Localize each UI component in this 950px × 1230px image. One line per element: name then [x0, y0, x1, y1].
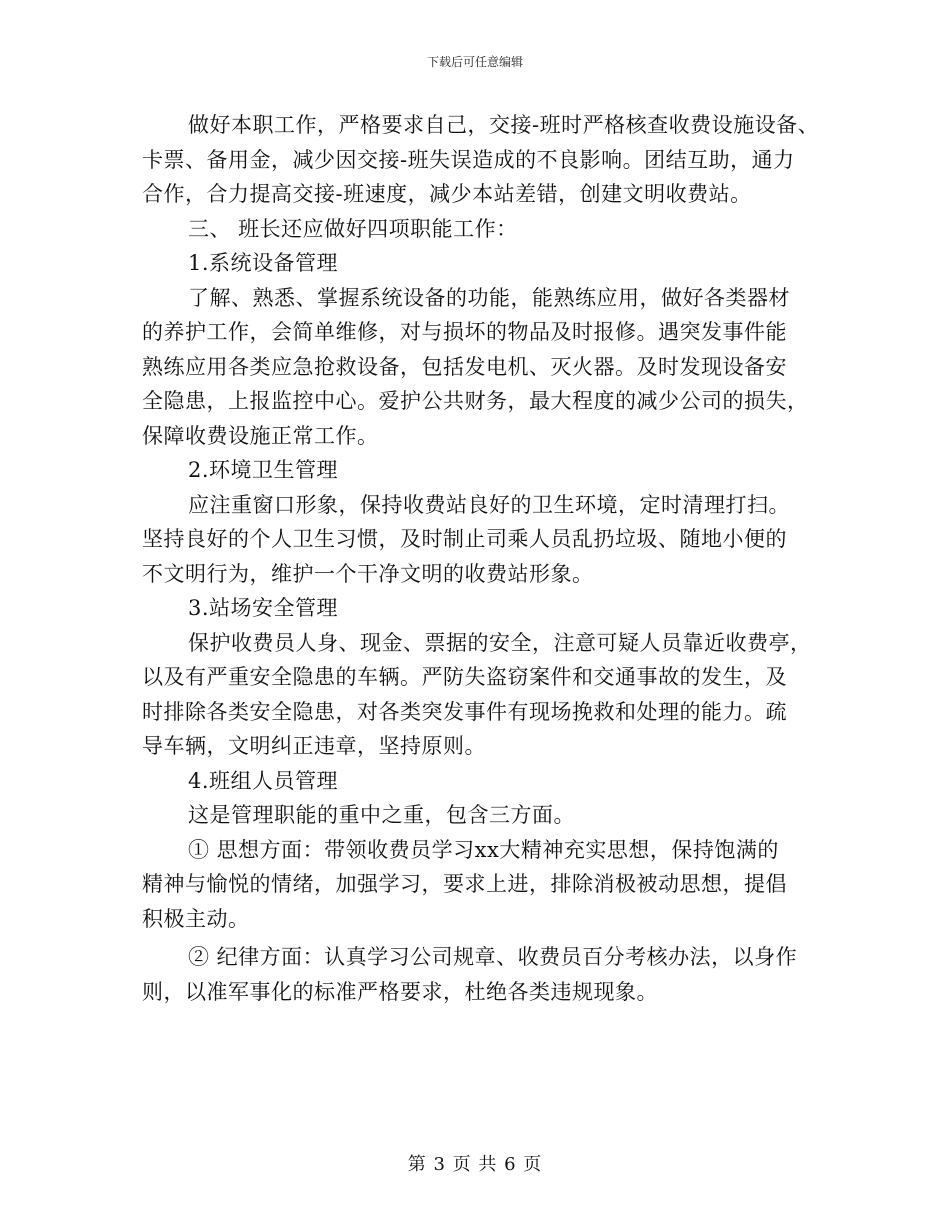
text-line: 则，以准军事化的标准严格要求，杜绝各类违规现象。	[142, 979, 658, 1004]
text-line: 合作，合力提高交接-班速度，减少本站差错，创建文明收费站。	[142, 182, 752, 206]
text-line: 的养护工作，会简单维修，对与损坏的物品及时报修。遇突发事件能	[142, 320, 787, 344]
subsection-heading: 1.系统设备管理	[188, 251, 339, 275]
text-line: 熟练应用各类应急抢救设备，包括发电机、灭火器。及时发现设备安	[142, 354, 787, 379]
subsection-heading: 2.环境卫生管理	[188, 458, 339, 482]
page-header: 下载后可任意编辑	[426, 55, 523, 69]
section-heading: 三、 班长还应做好四项职能工作：	[188, 216, 518, 241]
text-line: 时排除各类安全隐患，对各类突发事件有现场挽救和处理的能力。疏	[142, 699, 787, 724]
text-line: 不文明行为，维护一个干净文明的收费站形象。	[142, 561, 594, 586]
text-line: 应注重窗口形象，保持收费站良好的卫生环境，定时清理打扫。	[188, 492, 790, 517]
text-line: 了解、熟悉、掌握系统设备的功能，能熟练应用，做好各类器材	[188, 285, 790, 310]
text-line: 以及有严重安全隐患的车辆。严防失盗窃案件和交通事故的发生，及	[142, 665, 787, 689]
text-line: 全隐患，上报监控中心。爱护公共财务，最大程度的减少公司的损失，	[142, 389, 809, 413]
text-line: 精神与愉悦的情绪，加强学习，要求上进，排除消极被动思想，提倡	[142, 872, 787, 896]
text-line: 导车辆，文明纠正违章，坚持原则。	[142, 734, 486, 758]
text-line: 卡票、备用金，减少因交接-班失误造成的不良影响。团结互助，通力	[142, 147, 795, 172]
text-line: 积极主动。	[142, 906, 250, 931]
text-line: 这是管理职能的重中之重，包含三方面。	[188, 803, 575, 827]
subsection-heading: 4.班组人员管理	[188, 768, 339, 793]
document-body	[142, 108, 820, 1009]
text-line: ① 思想方面：带领收费员学习xx大精神充实思想，保持饱满的	[188, 837, 779, 862]
subsection-heading: 3.站场安全管理	[188, 596, 339, 620]
text-line: 做好本职工作，严格要求自己，交接-班时严格核查收费设施设备、	[188, 113, 820, 137]
text-line: 坚持良好的个人卫生习惯，及时制止司乘人员乱扔垃圾、随地小便的	[142, 527, 787, 551]
text-line: 保障收费设施正常工作。	[142, 423, 379, 448]
text-line: 保护收费员人身、现金、票据的安全，注意可疑人员靠近收费亭，	[188, 630, 812, 655]
text-line: ② 纪律方面：认真学习公司规章、收费员百分考核办法，以身作	[188, 945, 798, 969]
page-number: 第 3 页 共 6 页	[407, 1154, 543, 1175]
